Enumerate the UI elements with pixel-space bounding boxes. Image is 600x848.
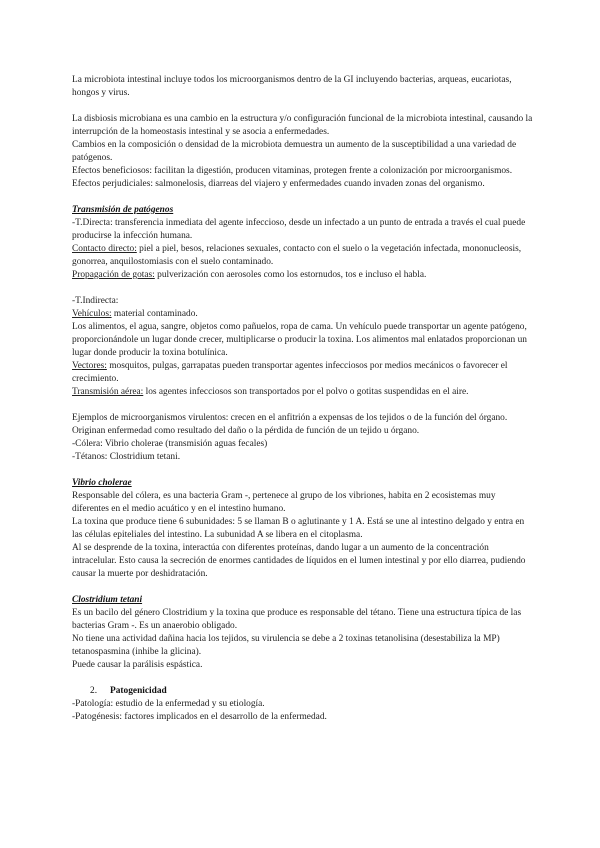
spacer — [72, 191, 534, 204]
vibrio-paragraph-1: Responsable del cólera, es una bacteria Gram -, pertenece al grupo de los vibriones, habita en 2 ecosistemas muy diferentes en el medio acuático y en el intestino humano. — [72, 491, 496, 514]
vibrio-paragraph-3: Al se desprende de la toxina, interactúa con diferentes proteínas, dando lugar a un aumento de la concentración intracelular. Esto causa la secreción de enormes cantidades de líquidos en el lumen intestinal y por ello diarrea, pudiendo causar la muerte por deshidratación. — [72, 543, 526, 579]
intro-paragraph-4: Efectos beneficiosos: facilitan la digestión, producen vitaminas, protegen frente a colonización por microorganismos. — [72, 166, 513, 176]
contacto-directo-text: piel a piel, besos, relaciones sexuales, contacto con el suelo o la vegetación infectada, mononucleosis, gonorrea, anquilostomiasis con el suelo contaminado. — [72, 244, 522, 267]
spacer — [72, 399, 534, 412]
section-heading-vibrio: Vibrio cholerae — [72, 478, 132, 488]
patogenesis-line: -Patogénesis: factores implicados en el desarrollo de la enfermedad. — [72, 712, 327, 722]
alimentos-paragraph: Los alimentos, el agua, sangre, objetos como pañuelos, ropa de cama. Un vehículo puede transportar un agente patógeno, proporcionándole un lugar donde crecer, multiplicarse o producir la toxina. Los alimentos mal enlatados proporcionan un lugar donde producir la toxina botulínica. — [72, 322, 527, 358]
transmision-aerea-text: los agentes infecciosos son transportados por el polvo o gotitas suspendidas en el aire. — [143, 387, 469, 397]
document-page — [72, 74, 534, 724]
contacto-directo-label: Contacto directo: — [72, 244, 137, 254]
propagacion-gotas-paragraph — [72, 269, 534, 282]
vehiculos-text: material contaminado. — [111, 309, 198, 319]
vectores-paragraph — [72, 360, 534, 386]
spacer — [72, 581, 534, 594]
contacto-directo-paragraph — [72, 243, 534, 269]
propagacion-gotas-label: Propagación de gotas: — [72, 270, 155, 280]
vehiculos-label: Vehículos: — [72, 309, 112, 319]
section-title: Patogenicidad — [110, 686, 167, 696]
transmision-aerea-paragraph — [72, 386, 534, 399]
vibrio-paragraph-2: La toxina que produce tiene 6 subunidades: 5 se llaman B o aglutinante y 1 A. Está se une al intestino delgado y entra en las células epiteliales del intestino. La subunidad A se libera en el citoplasma. — [72, 517, 525, 540]
section-number: 2. — [90, 686, 98, 696]
clostridium-paragraph-1: Es un bacilo del género Clostridium y la toxina que produce es responsable del tétano. Tiene una estructura típica de las bacterias Gram -. Es un anaerobio obligado. — [72, 608, 522, 631]
intro-paragraph-5: Efectos perjudiciales: salmonelosis, diarreas del viajero y enfermedades cuando invaden zonas del organismo. — [72, 179, 485, 189]
vectores-label: Vectores: — [72, 361, 107, 371]
patologia-line: -Patología: estudio de la enfermedad y su etiología. — [72, 699, 265, 709]
intro-paragraph-2: La disbiosis microbiana es una cambio en la estructura y/o configuración funcional de la microbiota intestinal, causando la interrupción de la homeostasis intestinal y se asocia a enfermedades. — [72, 114, 533, 137]
section-heading-clostridium: Clostridium tetani — [72, 595, 143, 605]
colera-line: -Cólera: Vibrio cholerae (transmisión aguas fecales) — [72, 439, 268, 449]
section-heading-patogenicidad — [72, 685, 534, 698]
tetanos-line: -Tétanos: Clostridium tetani. — [72, 452, 181, 462]
vehiculos-paragraph — [72, 308, 534, 321]
clostridium-paragraph-3: Puede causar la parálisis espástica. — [72, 660, 203, 670]
spacer — [72, 100, 534, 113]
spacer — [72, 282, 534, 295]
intro-paragraph-1: La microbiota intestinal incluye todos los microorganismos dentro de la GI incluyendo bacterias, arqueas, eucariotas, hongos y virus. — [72, 75, 512, 98]
clostridium-paragraph-2: No tiene una actividad dañina hacia los tejidos, su virulencia se debe a 2 toxinas tetanolisina (desestabiliza la MP) tetanospasmina (inhibe la glicina). — [72, 634, 500, 657]
intro-paragraph-3: Cambios en la composición o densidad de la microbiota demuestra un aumento de la susceptibilidad a una variedad de patógenos. — [72, 140, 517, 163]
spacer — [72, 672, 534, 685]
transmision-directa: -T.Directa: transferencia inmediata del agente infeccioso, desde un infectado a un punto de entrada a través el cual puede producirse la infección humana. — [72, 218, 526, 241]
transmision-indirecta: -T.Indirecta: — [72, 296, 119, 306]
section-heading-transmision: Transmisión de patógenos — [72, 205, 174, 215]
virulentos-paragraph: Ejemplos de microorganismos virulentos: crecen en el anfitrión a expensas de los tejidos o de la función del órgano. Originan enfermedad como resultado del daño o la pérdida de función de un tejido u órgano. — [72, 413, 508, 436]
spacer — [72, 464, 534, 477]
vectores-text: mosquitos, pulgas, garrapatas pueden transportar agentes infecciosos por medios mecánicos o favorecer el crecimiento. — [72, 361, 508, 384]
propagacion-gotas-text: pulverización con aerosoles como los estornudos, tos e incluso el habla. — [154, 270, 427, 280]
transmision-aerea-label: Transmisión aérea: — [72, 387, 144, 397]
